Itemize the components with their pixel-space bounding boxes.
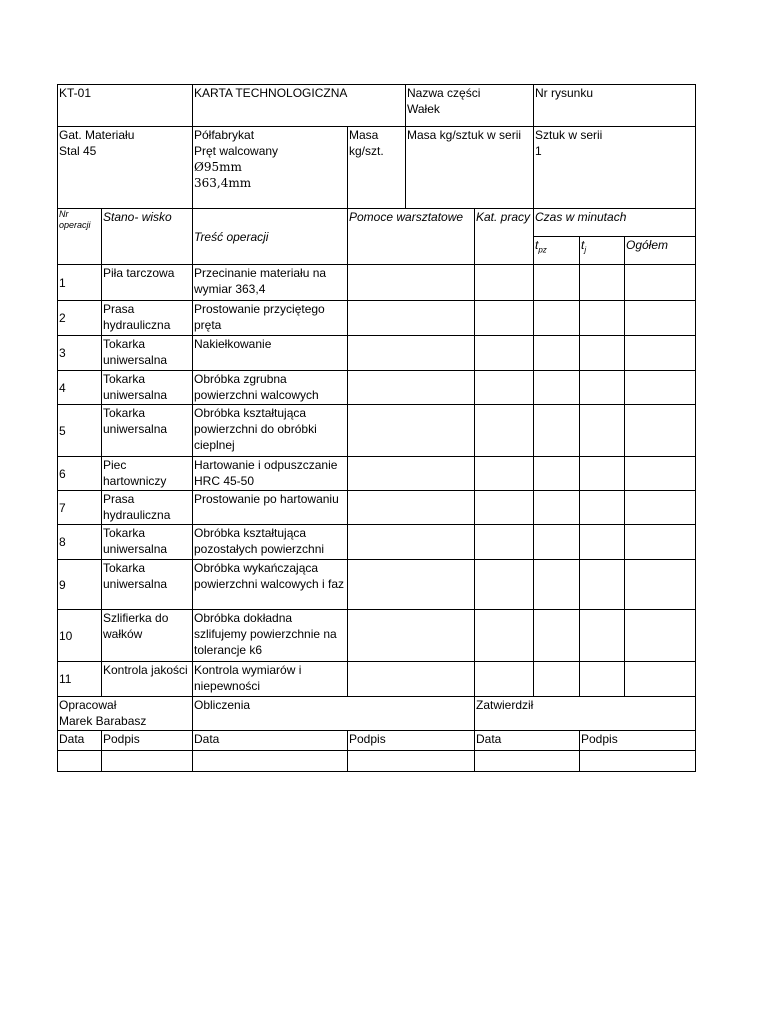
semi-product-length: 363,4mm: [194, 176, 252, 190]
drawing-number-label: Nr rysunku: [534, 85, 696, 127]
operation-content: Obróbka wykańczająca powierzchni walcowych i faz: [193, 560, 348, 610]
col-time-minutes: Czas w minutach: [534, 209, 696, 237]
operation-tpz: [534, 560, 580, 610]
empty-date-2: [193, 751, 348, 772]
tj-subscript: j: [584, 245, 587, 255]
operation-number: 1: [58, 265, 102, 301]
operation-number: 11: [58, 662, 102, 697]
operation-total: [625, 336, 696, 371]
part-name-cell: [406, 85, 534, 127]
operation-station: Tokarka uniwersalna: [102, 371, 193, 405]
operation-total: [625, 525, 696, 560]
operation-total: [625, 405, 696, 457]
operation-tj: [580, 525, 625, 560]
operation-number: 10: [58, 610, 102, 662]
semi-product-label: Półfabrykat: [194, 128, 255, 142]
operation-tj: [580, 371, 625, 405]
col-time-tj: [580, 237, 625, 265]
operation-tools: [348, 371, 475, 405]
operation-tpz: [534, 301, 580, 336]
operation-row: [58, 662, 696, 697]
col-time-tpz: [534, 237, 580, 265]
operation-category: [475, 491, 534, 525]
operation-content: Obróbka kształtująca powierzchni do obróbki cieplnej: [193, 405, 348, 457]
operation-category: [475, 560, 534, 610]
operation-tpz: [534, 336, 580, 371]
operation-category: [475, 265, 534, 301]
calculations-label: Obliczenia: [193, 697, 475, 731]
operation-content: Prostowanie przyciętego pręta: [193, 301, 348, 336]
operation-station: Piła tarczowa: [102, 265, 193, 301]
operation-row: [58, 560, 696, 610]
col-operation-number: Nr operacji: [58, 209, 102, 265]
date-label-3: Data: [475, 731, 580, 751]
signature-label-3: Podpis: [580, 731, 696, 751]
operation-tj: [580, 265, 625, 301]
operation-row: [58, 525, 696, 560]
technology-card-table: [57, 84, 696, 772]
operation-tpz: [534, 371, 580, 405]
signature-label-2: Podpis: [348, 731, 475, 751]
operation-row: [58, 371, 696, 405]
operation-number: 7: [58, 491, 102, 525]
operation-content: Nakiełkowanie: [193, 336, 348, 371]
semi-product-cell: [193, 127, 348, 209]
operation-category: [475, 405, 534, 457]
operation-total: [625, 560, 696, 610]
operation-station: Piec hartowniczy: [102, 457, 193, 491]
operation-tj: [580, 336, 625, 371]
empty-signature-3: [580, 751, 696, 772]
operation-total: [625, 457, 696, 491]
operation-tools: [348, 560, 475, 610]
empty-signature-row: [58, 751, 696, 772]
operation-total: [625, 610, 696, 662]
operation-tpz: [534, 525, 580, 560]
date-label-1: Data: [58, 731, 102, 751]
empty-signature-1: [102, 751, 193, 772]
operation-tools: [348, 610, 475, 662]
operation-station: Tokarka uniwersalna: [102, 336, 193, 371]
operation-total: [625, 301, 696, 336]
material-grade-cell: [58, 127, 193, 209]
operation-tools: [348, 301, 475, 336]
empty-date-3: [475, 751, 580, 772]
prepared-cell: [58, 697, 193, 731]
operation-row: [58, 457, 696, 491]
prepared-name: Marek Barabasz: [59, 714, 147, 728]
operation-number: 4: [58, 371, 102, 405]
operation-content: Obróbka dokładna szlifujemy powierzchnie na tolerancje k6: [193, 610, 348, 662]
operation-tools: [348, 405, 475, 457]
operation-total: [625, 371, 696, 405]
part-name-label: Nazwa części: [407, 86, 481, 100]
semi-product-diameter: Ø95mm: [194, 160, 242, 174]
operation-row: [58, 491, 696, 525]
operation-total: [625, 265, 696, 301]
operation-tj: [580, 662, 625, 697]
operation-number: 9: [58, 560, 102, 610]
operation-category: [475, 301, 534, 336]
operation-tj: [580, 610, 625, 662]
operation-tpz: [534, 405, 580, 457]
header-row: [58, 85, 696, 127]
operation-number: 5: [58, 405, 102, 457]
col-time-total: Ogółem: [625, 237, 696, 265]
operations-body: [58, 265, 696, 697]
signature-row: [58, 731, 696, 751]
operation-total: [625, 662, 696, 697]
operation-station: Tokarka uniwersalna: [102, 525, 193, 560]
operation-content: Hartowanie i odpuszczanie HRC 45-50: [193, 457, 348, 491]
tpz-subscript: pz: [538, 245, 547, 255]
operation-tools: [348, 457, 475, 491]
operation-tj: [580, 457, 625, 491]
operation-content: Obróbka kształtująca pozostałych powierzchni: [193, 525, 348, 560]
operation-total: [625, 491, 696, 525]
operation-content: Przecinanie materiału na wymiar 363,4: [193, 265, 348, 301]
operation-number: 8: [58, 525, 102, 560]
operation-tpz: [534, 265, 580, 301]
material-grade-label: Gat. Materiału: [59, 128, 135, 142]
operation-category: [475, 371, 534, 405]
operation-tools: [348, 525, 475, 560]
operation-station: Tokarka uniwersalna: [102, 560, 193, 610]
operation-category: [475, 457, 534, 491]
series-value: 1: [535, 144, 542, 158]
material-grade-value: Stal 45: [59, 144, 97, 158]
card-title: KARTA TECHNOLOGICZNA: [193, 85, 406, 127]
col-operation-content: Treść operacji: [193, 209, 348, 265]
operation-content: Prostowanie po hartowaniu: [193, 491, 348, 525]
operation-content: Kontrola wymiarów i niepewności: [193, 662, 348, 697]
operation-category: [475, 662, 534, 697]
part-name-value: Wałek: [407, 102, 440, 116]
operation-row: [58, 610, 696, 662]
operation-number: 2: [58, 301, 102, 336]
operation-station: Tokarka uniwersalna: [102, 405, 193, 457]
operation-station: Prasa hydrauliczna: [102, 301, 193, 336]
series-cell: [534, 127, 696, 209]
empty-signature-2: [348, 751, 475, 772]
col-workshop-tools: Pomoce warsztatowe: [348, 209, 475, 265]
column-header-row: [58, 209, 696, 237]
mass-per-series-label: Masa kg/sztuk w serii: [406, 127, 534, 209]
operation-tpz: [534, 457, 580, 491]
tpz-base: t: [535, 238, 539, 252]
operation-tj: [580, 491, 625, 525]
operation-row: [58, 265, 696, 301]
operation-tools: [348, 336, 475, 371]
operation-station: Szlifierka do wałków: [102, 610, 193, 662]
operation-row: [58, 301, 696, 336]
approved-label: Zatwierdził: [475, 697, 696, 731]
operation-tools: [348, 265, 475, 301]
signature-label-1: Podpis: [102, 731, 193, 751]
material-row: [58, 127, 696, 209]
operation-row: [58, 405, 696, 457]
operation-number: 3: [58, 336, 102, 371]
footer-row: [58, 697, 696, 731]
operation-tpz: [534, 491, 580, 525]
empty-date-1: [58, 751, 102, 772]
operation-category: [475, 525, 534, 560]
card-code: KT-01: [58, 85, 193, 127]
series-label: Sztuk w serii: [535, 128, 603, 142]
col-work-category: Kat. pracy: [475, 209, 534, 265]
prepared-label: Opracował: [59, 698, 117, 712]
operation-tpz: [534, 662, 580, 697]
operation-number: 6: [58, 457, 102, 491]
operation-content: Obróbka zgrubna powierzchni walcowych: [193, 371, 348, 405]
operation-tpz: [534, 610, 580, 662]
operation-station: Prasa hydrauliczna: [102, 491, 193, 525]
col-station: Stano- wisko: [102, 209, 193, 265]
operation-category: [475, 610, 534, 662]
tj-base: t: [581, 238, 585, 252]
date-label-2: Data: [193, 731, 348, 751]
semi-product-value: Pręt walcowany: [194, 144, 279, 158]
operation-tj: [580, 301, 625, 336]
operation-category: [475, 336, 534, 371]
operation-tools: [348, 491, 475, 525]
mass-per-unit-label: Masa kg/szt.: [348, 127, 406, 209]
operation-row: [58, 336, 696, 371]
operation-tj: [580, 405, 625, 457]
operation-tools: [348, 662, 475, 697]
operation-tj: [580, 560, 625, 610]
operation-station: Kontrola jakości: [102, 662, 193, 697]
